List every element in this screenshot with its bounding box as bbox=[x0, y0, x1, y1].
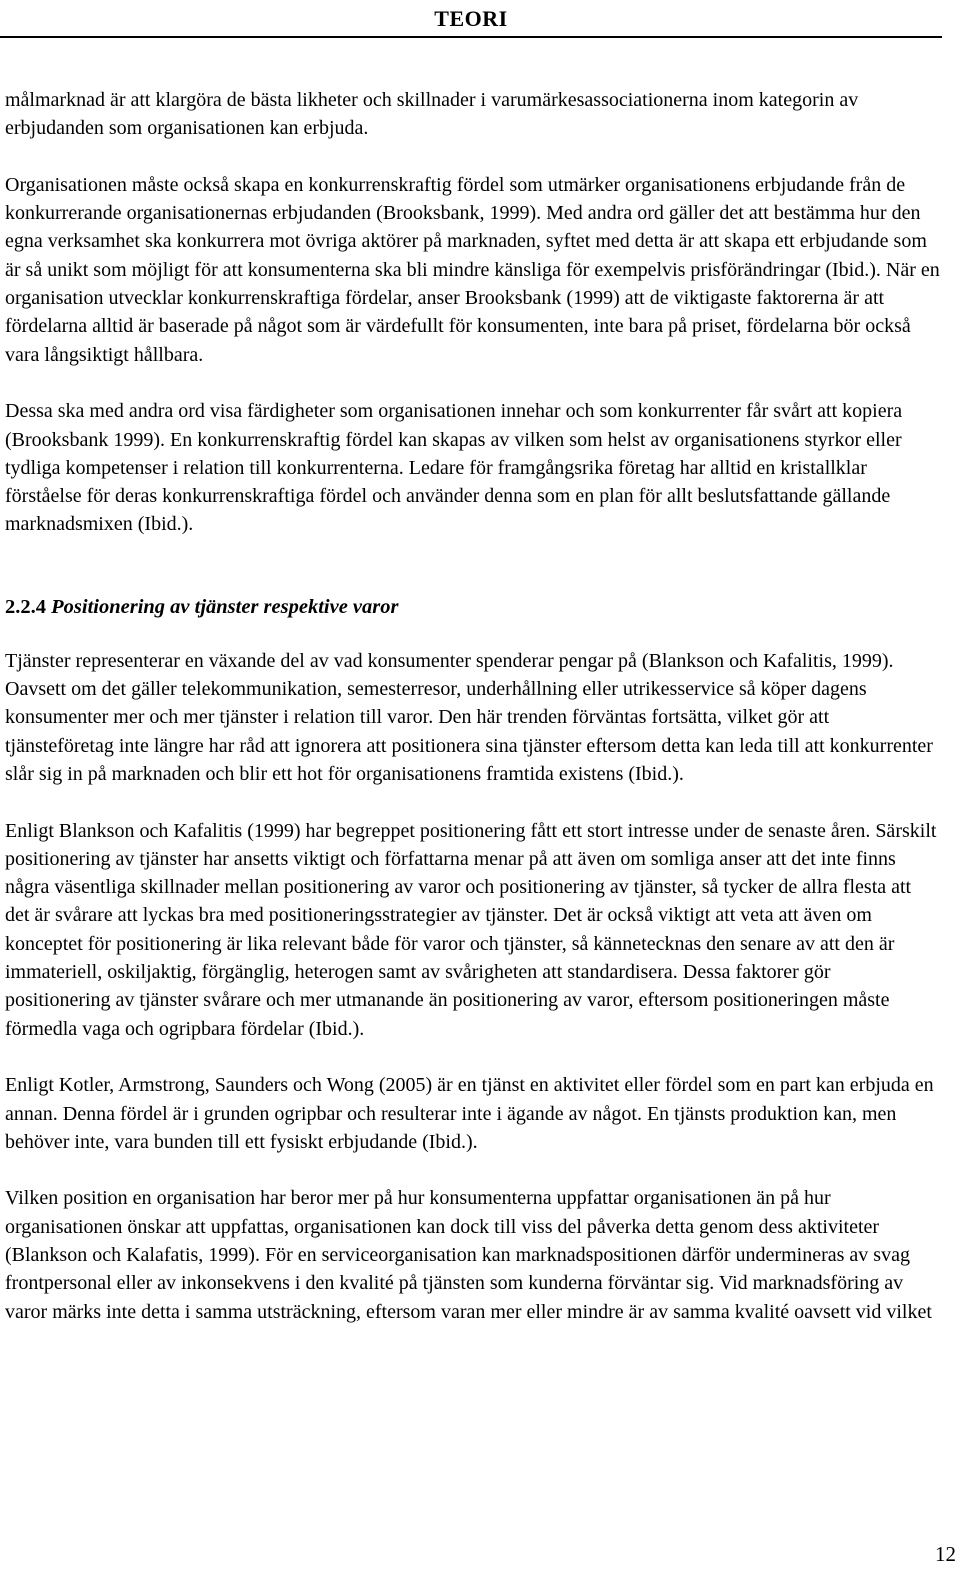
paragraph: målmarknad är att klargöra de bästa likheter och skillnader i varumärkesassociationerna inom kategorin av erbjudanden som organisationen kan erbjuda. bbox=[5, 89, 859, 140]
section-number: 2.2.4 bbox=[5, 595, 46, 618]
section-title: Positionering av tjänster respektive varor bbox=[51, 595, 399, 618]
page-header bbox=[0, 0, 942, 38]
paragraph: Dessa ska med andra ord visa färdigheter som organisationen innehar och som konkurrenter får svårt att kopiera (Brooksbank 1999). En konkurrenskraftig fördel kan skapas av vilken som helst av organisationens styrkor eller tydliga kompetenser i relation till konkurrenterna. Ledare för framgångsrika företag har alltid en kristallklar förståelse för deras konkurrenskraftiga fördel och använder denna som en plan för allt beslutsfattande gällande marknadsmixen (Ibid.). bbox=[5, 400, 903, 536]
page-number: 12 bbox=[935, 1542, 956, 1566]
paragraph: Enligt Kotler, Armstrong, Saunders och Wong (2005) är en tjänst en aktivitet eller fördel som en part kan erbjuda en annan. Denna fördel är i grunden ogripbar och resulterar inte i ägande av något. En tjänsts produktion kan, men behöver inte, vara bunden till ett fysiskt erbjudande (Ibid.). bbox=[5, 1074, 934, 1153]
paragraph: Tjänster representerar en växande del av vad konsumenter spenderar pengar på (Blankson och Kafalitis, 1999). Oavsett om det gäller telekommunikation, semesterresor, underhållning eller utrikesservice så köper dagens konsumenter mer och mer tjänster i relation till varor. Den här trenden förväntas fortsätta, vilket gör att tjänsteföretag inte längre har råd att ignorera att positionera sina tjänster eftersom detta kan leda till att konkurrenter slår sig in på marknaden och blir ett hot för organisationens framtida existens (Ibid.). bbox=[5, 649, 933, 785]
paragraph: Enligt Blankson och Kafalitis (1999) har begreppet positionering fått ett stort intresse under de senaste åren. Särskilt positionering av tjänster har ansetts viktigt och författarna menar på att även om somliga anser att det inte finns några väsentliga skillnader mellan positionering av varor och positionering av tjänster, så tycker de allra flesta att det är svårare att lyckas bra med positioneringsstrategier av tjänster. Det är också viktigt att veta att även om konceptet för positionering är lika relevant både för varor och tjänster, så kännetecknas den senare av att den är immateriell, oskiljaktig, förgänglig, heterogen samt av svårigheten att standardisera. Dessa faktorer gör positionering av tjänster svårare och mer utmanande än positionering av varor, eftersom positioneringen måste förmedla vaga och ogripbara fördelar (Ibid.). bbox=[5, 819, 937, 1040]
section-heading bbox=[5, 593, 940, 621]
paragraph: Organisationen måste också skapa en konkurrenskraftig fördel som utmärker organisationens erbjudande från de konkurrerande organisationernas erbjudanden (Brooksbank, 1999). Med andra ord gäller det att bestämma hur den egna verksamhet ska konkurrera mot övriga aktörer på marknaden, syftet med detta är att skapa ett erbjudande som är så unikt som möjligt för att konsumenterna ska bli mindre känsliga för exempelvis prisförändringar (Ibid.). När en organisation utvecklar konkurrenskraftiga fördelar, anser Brooksbank (1999) att de viktigaste faktorerna är att fördelarna alltid är baserade på något som är värdefullt för konsumenten, inte bara på priset, fördelarna bör också vara långsiktigt hållbara. bbox=[5, 173, 940, 366]
paragraph: Vilken position en organisation har beror mer på hur konsumenterna uppfattar organisationen än på hur organisationen önskar att uppfattas, organisationen kan dock till viss del påverka detta genom dess aktiviteter (Blankson och Kalafatis, 1999). För en serviceorganisation kan marknadspositionen därför undermineras av svag frontpersonal eller av inkonsekvens i den kvalité på tjänsten som kunderna förväntar sig. Vid marknadsföring av varor märks inte detta i samma utsträckning, eftersom varan mer eller mindre är av samma kvalité oavsett vid vilket bbox=[5, 1187, 932, 1323]
document-body bbox=[5, 86, 940, 1354]
header-title: TEORI bbox=[434, 6, 508, 31]
